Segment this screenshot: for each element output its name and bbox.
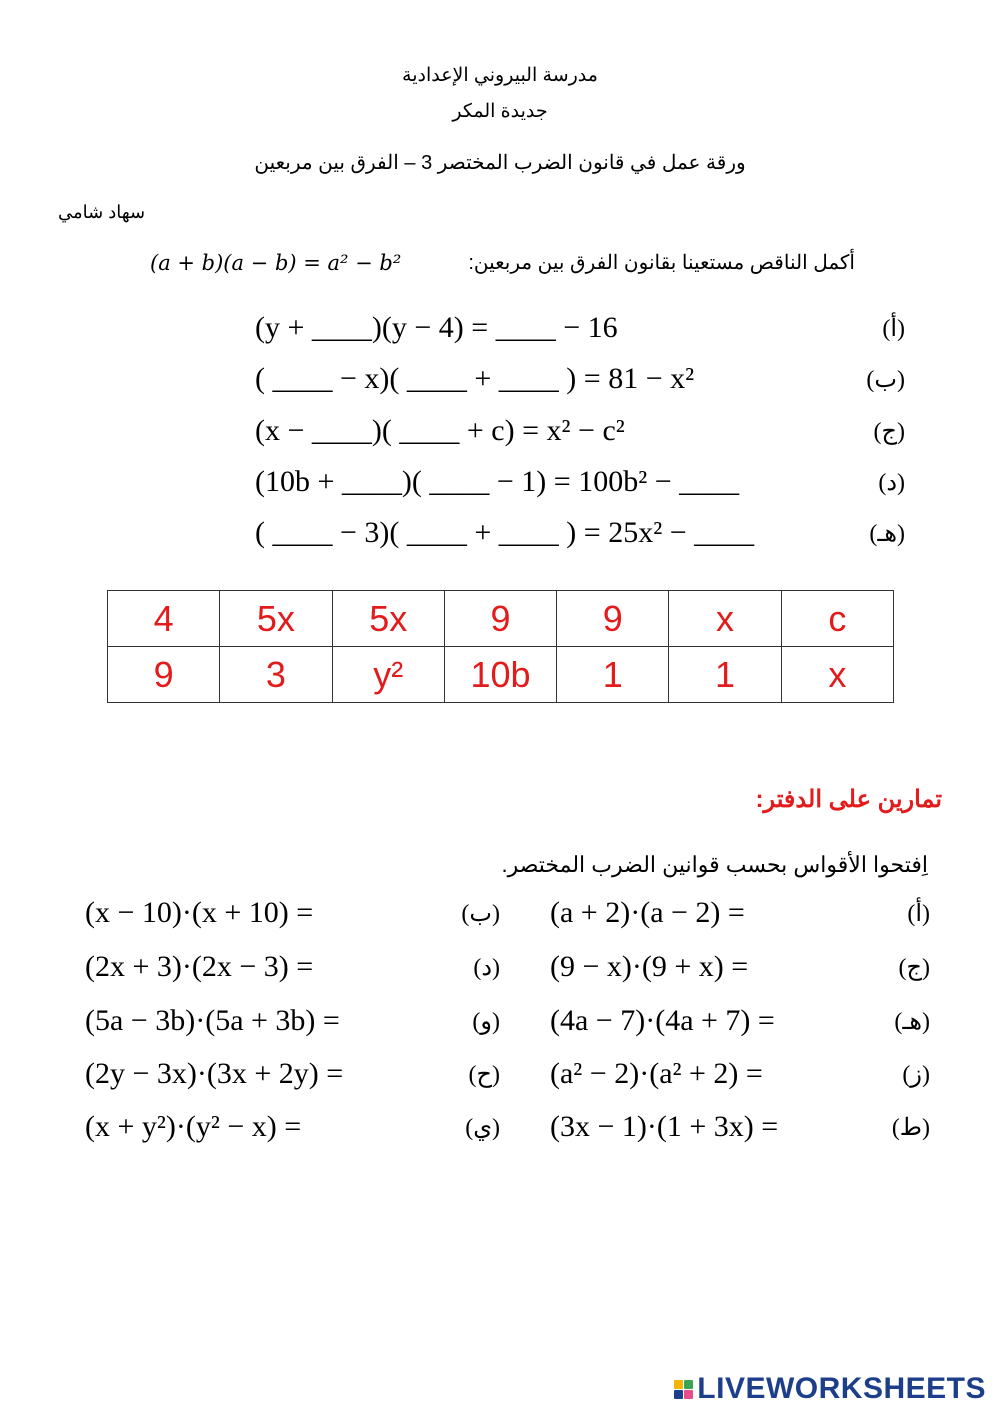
fill-label: (هـ): [869, 520, 905, 547]
exercise-equation: (2x + 3)·(2x − 3) =: [85, 950, 314, 983]
answer-tile[interactable]: y²: [332, 647, 444, 703]
exercise-label: (هـ): [894, 1008, 930, 1035]
fill-equation: ( ____ − 3)( ____ + ____ ) = 25x² − ____: [255, 516, 755, 549]
exercise-label: (ب): [461, 900, 500, 927]
fill-equation: (x − ____)( ____ + c) = x² − c²: [255, 414, 625, 447]
fill-label: (ج): [873, 418, 905, 445]
liveworksheets-logo[interactable]: [674, 1372, 986, 1406]
exercise-equation: (x − 10)·(x + 10) =: [85, 896, 314, 929]
fill-equation: ( ____ − x)( ____ + ____ ) = 81 − x²: [255, 362, 695, 395]
notebook-heading: تمارين على الدفتر:: [755, 786, 942, 813]
exercise-label: (ز): [902, 1061, 930, 1088]
exercise-equation: (9 − x)·(9 + x) =: [550, 950, 749, 983]
logo-mark-icon: [674, 1380, 693, 1399]
exercise-label: (و): [472, 1008, 500, 1035]
exercise-right: [550, 944, 930, 990]
exercise-label: (ج): [898, 954, 930, 981]
exercise-equation: (3x − 1)·(1 + 3x) =: [550, 1110, 779, 1143]
exercise-label: (ي): [465, 1114, 500, 1141]
exercise-label: (د): [473, 954, 500, 981]
exercise-left: [85, 1051, 500, 1097]
exercise-left: [85, 1104, 500, 1150]
answer-bank-row: [108, 591, 894, 647]
logo-text: LIVEWORKSHEETS: [697, 1372, 986, 1405]
exercise-equation: (a + 2)·(a − 2) =: [550, 896, 745, 929]
exercise-equation: (4a − 7)·(4a + 7) =: [550, 1004, 775, 1037]
logo-tile: [674, 1390, 683, 1399]
town-name: جديدة المكر: [452, 101, 548, 122]
fill-exercise-row: [255, 357, 905, 401]
answer-tile[interactable]: 3: [220, 647, 332, 703]
answer-tile[interactable]: 1: [557, 647, 669, 703]
exercise-right: [550, 1104, 930, 1150]
logo-tile: [684, 1390, 693, 1399]
fill-label: (د): [878, 469, 905, 496]
exercise-equation: (a² − 2)·(a² + 2) =: [550, 1057, 763, 1090]
worksheet-title: ورقة عمل في قانون الضرب المختصر 3 – الفرق بين مربعين: [254, 152, 746, 174]
fill-exercise-row: [255, 511, 905, 555]
fill-label: (ب): [866, 366, 905, 393]
exercise-equation: (x + y²)·(y² − x) =: [85, 1110, 302, 1143]
teacher-name: سهاد شامي: [58, 202, 146, 222]
answer-tile[interactable]: 5x: [220, 591, 332, 647]
fill-exercise-row: [255, 409, 905, 453]
answer-tile[interactable]: 9: [108, 647, 220, 703]
answer-tile[interactable]: 10b: [444, 647, 556, 703]
exercise-right: [550, 998, 930, 1044]
fill-exercise-row: [255, 306, 905, 350]
notebook-instruction: اِفتحوا الأقواس بحسب قوانين الضرب المختصر.: [501, 852, 928, 877]
exercise-label: (أ): [907, 900, 930, 927]
exercise-equation: (2y − 3x)·(3x + 2y) =: [85, 1057, 344, 1090]
answer-tile[interactable]: 9: [557, 591, 669, 647]
answer-tile[interactable]: 1: [669, 647, 781, 703]
answer-tile[interactable]: c: [781, 591, 893, 647]
answer-tile[interactable]: 5x: [332, 591, 444, 647]
fill-exercise-row: [255, 460, 905, 504]
answer-tile[interactable]: x: [781, 647, 893, 703]
answer-bank-table: [107, 590, 894, 703]
exercise-label: (ط): [891, 1114, 930, 1141]
difference-of-squares-formula: (a + b)(a − b) = a² − b²: [150, 250, 402, 275]
exercise-left: [85, 998, 500, 1044]
fill-equation: (y + ____)(y − 4) = ____ − 16: [255, 311, 618, 344]
answer-bank-row: [108, 647, 894, 703]
exercise-left: [85, 890, 500, 936]
fill-label: (أ): [882, 315, 905, 342]
instruction-line: [150, 250, 855, 275]
logo-tile: [684, 1380, 693, 1389]
instruction-text: أكمل الناقص مستعينا بقانون الفرق بين مربعين:: [468, 252, 855, 274]
answer-tile[interactable]: 4: [108, 591, 220, 647]
exercise-right: [550, 890, 930, 936]
exercise-equation: (5a − 3b)·(5a + 3b) =: [85, 1004, 340, 1037]
answer-tile[interactable]: x: [669, 591, 781, 647]
fill-equation: (10b + ____)( ____ − 1) = 100b² − ____: [255, 465, 740, 498]
exercise-label: (ح): [468, 1061, 500, 1088]
logo-tile: [674, 1380, 683, 1389]
answer-tile[interactable]: 9: [444, 591, 556, 647]
exercise-right: [550, 1051, 930, 1097]
exercise-left: [85, 944, 500, 990]
school-name: مدرسة البيروني الإعدادية: [402, 65, 598, 86]
